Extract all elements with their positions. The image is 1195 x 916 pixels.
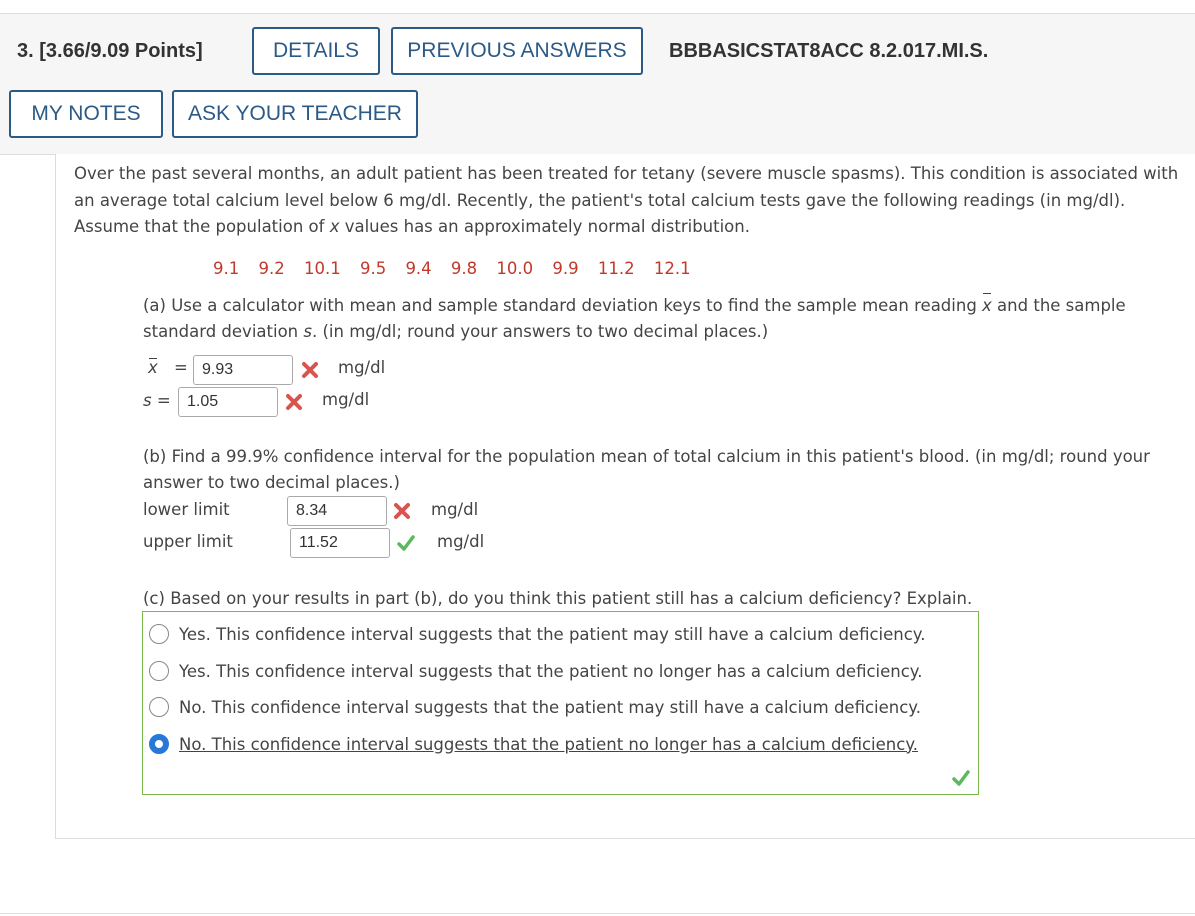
- radio-button-selected[interactable]: [149, 734, 169, 754]
- s-unit: mg/dl: [322, 390, 370, 409]
- choice-label: No. This confidence interval suggests that the patient may still have a calcium deficiency.: [179, 697, 921, 717]
- choice-label: Yes. This confidence interval suggests that the patient may still have a calcium deficiency.: [179, 624, 926, 644]
- lower-limit-label: lower limit: [143, 500, 230, 519]
- s-symbol: s: [143, 391, 152, 410]
- details-button[interactable]: DETAILS: [252, 27, 380, 75]
- part-b-prompt: (b) Find a 99.9% confidence interval for the population mean of total calcium in this patient's blood. (in mg/dl; round your answer to two decimal places.): [143, 447, 1150, 492]
- previous-answers-button[interactable]: PREVIOUS ANSWERS: [391, 27, 643, 75]
- choice-label: No. This confidence interval suggests that the patient no longer has a calcium deficiency.: [179, 734, 918, 754]
- intro-variable: x: [329, 217, 340, 236]
- choice-option-3[interactable]: [149, 693, 921, 721]
- upper-limit-correct-icon: [396, 533, 416, 553]
- xbar-input[interactable]: 9.93: [193, 355, 293, 385]
- choice-label: Yes. This confidence interval suggests that the patient no longer has a calcium deficiency.: [179, 661, 923, 681]
- question-points: [3.66/9.09 Points]: [39, 40, 203, 62]
- question-number: 3.: [17, 40, 34, 62]
- problem-intro: [74, 161, 1184, 241]
- xbar-unit: mg/dl: [338, 358, 386, 377]
- part-a-text-1: (a) Use a calculator with mean and sample standard deviation keys to find the sample mean reading: [143, 296, 983, 315]
- upper-limit-input[interactable]: 11.52: [290, 528, 390, 558]
- question-title: [17, 40, 203, 63]
- bottom-divider: [0, 913, 1195, 914]
- xbar-equals: =: [174, 358, 188, 377]
- upper-limit-label: upper limit: [143, 532, 233, 551]
- xbar-symbol: x: [148, 358, 158, 377]
- part-a-s-symbol: s: [303, 322, 312, 341]
- upper-limit-unit: mg/dl: [437, 532, 485, 551]
- my-notes-button[interactable]: MY NOTES: [9, 90, 163, 138]
- choice-option-2[interactable]: [149, 657, 922, 685]
- part-c-correct-icon: [951, 768, 971, 788]
- s-label: [143, 391, 171, 410]
- part-c-prompt: (c) Based on your results in part (b), do you think this patient still has a calcium deficiency? Explain.: [143, 589, 973, 608]
- radio-button[interactable]: [149, 661, 169, 681]
- problem-code: BBBASICSTAT8ACC 8.2.017.MI.S.: [669, 40, 989, 62]
- part-a-prompt: [143, 293, 1183, 345]
- part-a-xbar-symbol: x: [982, 293, 992, 319]
- data-values: 9.1 9.2 10.1 9.5 9.4 9.8 10.0 9.9 11.2 12.1: [213, 259, 691, 278]
- s-equals: =: [151, 391, 171, 410]
- choice-option-4[interactable]: [149, 730, 918, 758]
- s-input[interactable]: 1.05: [178, 387, 278, 417]
- s-incorrect-icon: [284, 392, 304, 412]
- ask-teacher-button[interactable]: ASK YOUR TEACHER: [172, 90, 418, 138]
- lower-limit-input[interactable]: 8.34: [287, 496, 387, 526]
- xbar-label: [148, 358, 158, 377]
- lower-limit-unit: mg/dl: [431, 500, 479, 519]
- lower-limit-incorrect-icon: [392, 501, 412, 521]
- choice-option-1[interactable]: [149, 620, 925, 648]
- answer-choices-box: [142, 611, 979, 795]
- intro-text-1: Over the past several months, an adult patient has been treated for tetany (severe muscle spasms). This condition is associated with an average total calcium level below 6 mg/dl. Recently, the patient's total calcium tests gave the following readings (in mg/dl). Assume that the population of: [74, 164, 1179, 236]
- radio-button[interactable]: [149, 697, 169, 717]
- radio-button[interactable]: [149, 624, 169, 644]
- part-a-text-3: . (in mg/dl; round your answers to two decimal places.): [311, 322, 769, 341]
- part-a-text-2: and the sample standard deviation: [143, 296, 1126, 341]
- xbar-incorrect-icon: [300, 360, 320, 380]
- intro-text-2: values has an approximately normal distribution.: [339, 217, 750, 236]
